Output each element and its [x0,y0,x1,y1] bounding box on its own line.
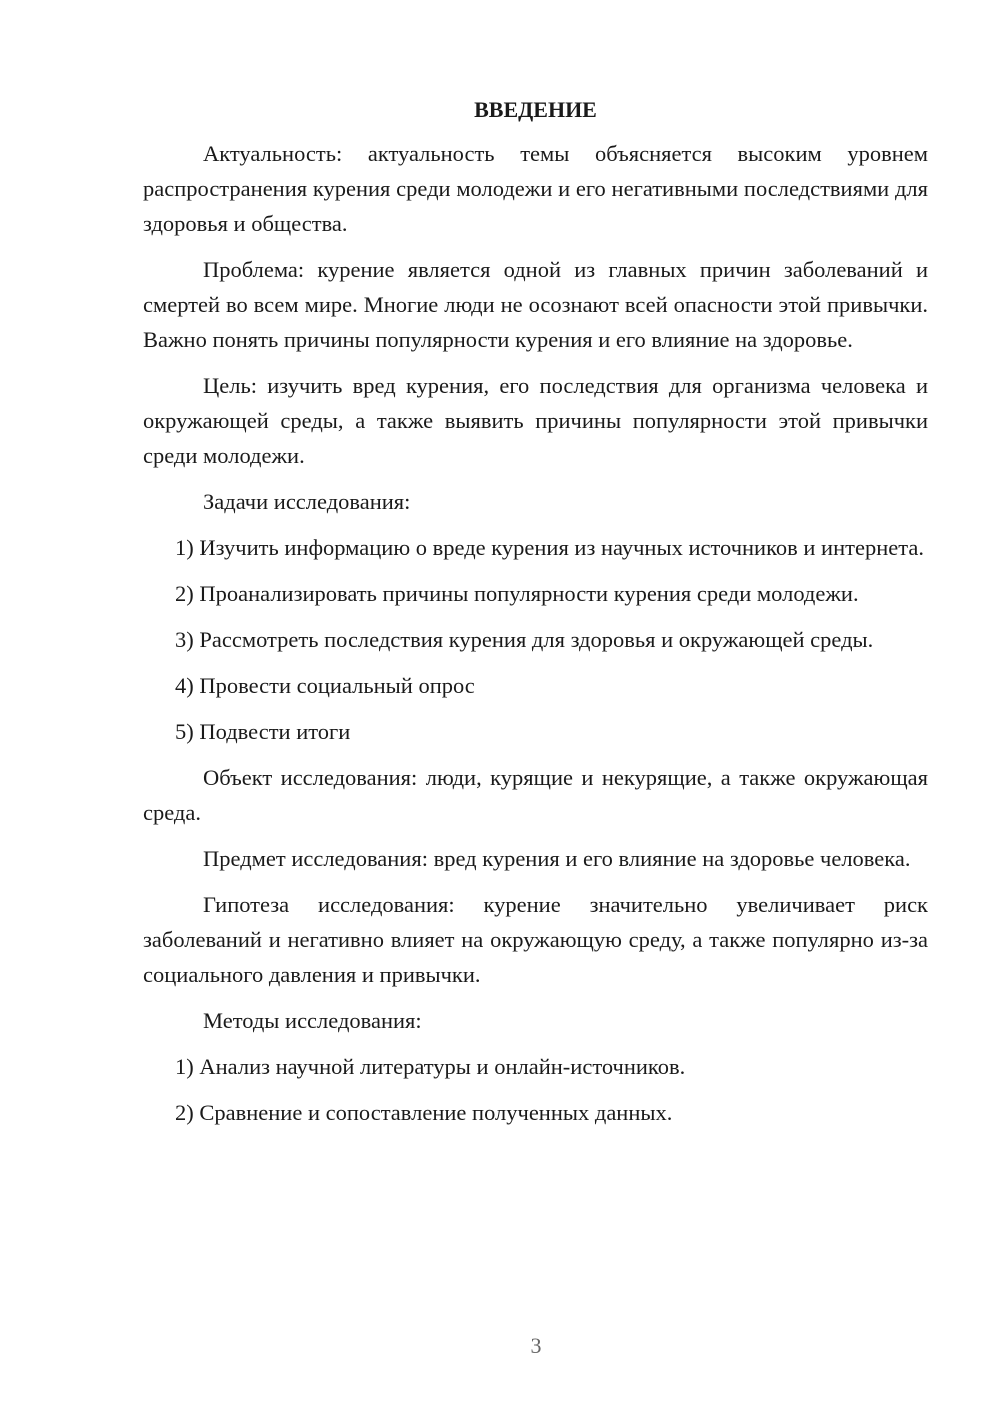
relevance-paragraph: Актуальность: актуальность темы объясняется высоким уровнем распространения курения среди молодежи и его негативными последствиями для здоровья и общества. [143,141,928,236]
goal-paragraph: Цель: изучить вред курения, его последствия для организма человека и окружающей среды, а также выявить причины популярности этой привычки среди молодежи. [143,373,928,468]
tasks-heading: Задачи исследования: [203,489,411,514]
page-number: 3 [530,1333,542,1358]
method-item: 1) Анализ научной литературы и онлайн-источников. [175,1054,686,1079]
problem-paragraph: Проблема: курение является одной из главных причин заболеваний и смертей во всем мире. Многие люди не осознают всей опасности этой привычки. Важно понять причины популярности курения и его влияние на здоровье. [143,257,928,352]
task-item: 5) Подвести итоги [175,719,351,744]
page-content [143,95,928,1141]
task-item: 1) Изучить информацию о вреде курения из научных источников и интернета. [175,535,924,560]
hypothesis-paragraph: Гипотеза исследования: курение значительно увеличивает риск заболеваний и негативно влияет на окружающую среду, а также популярно из-за социального давления и привычки. [143,892,928,987]
page-title: ВВЕДЕНИЕ [474,97,597,122]
methods-heading: Методы исследования: [203,1008,422,1033]
task-item: 2) Проанализировать причины популярности курения среди молодежи. [175,581,859,606]
task-item: 3) Рассмотреть последствия курения для здоровья и окружающей среды. [175,627,874,652]
method-item: 2) Сравнение и сопоставление полученных данных. [175,1100,673,1125]
task-item: 4) Провести социальный опрос [175,673,475,698]
object-paragraph: Объект исследования: люди, курящие и некурящие, а также окружающая среда. [143,765,928,825]
subject-paragraph: Предмет исследования: вред курения и его влияние на здоровье человека. [203,846,911,871]
